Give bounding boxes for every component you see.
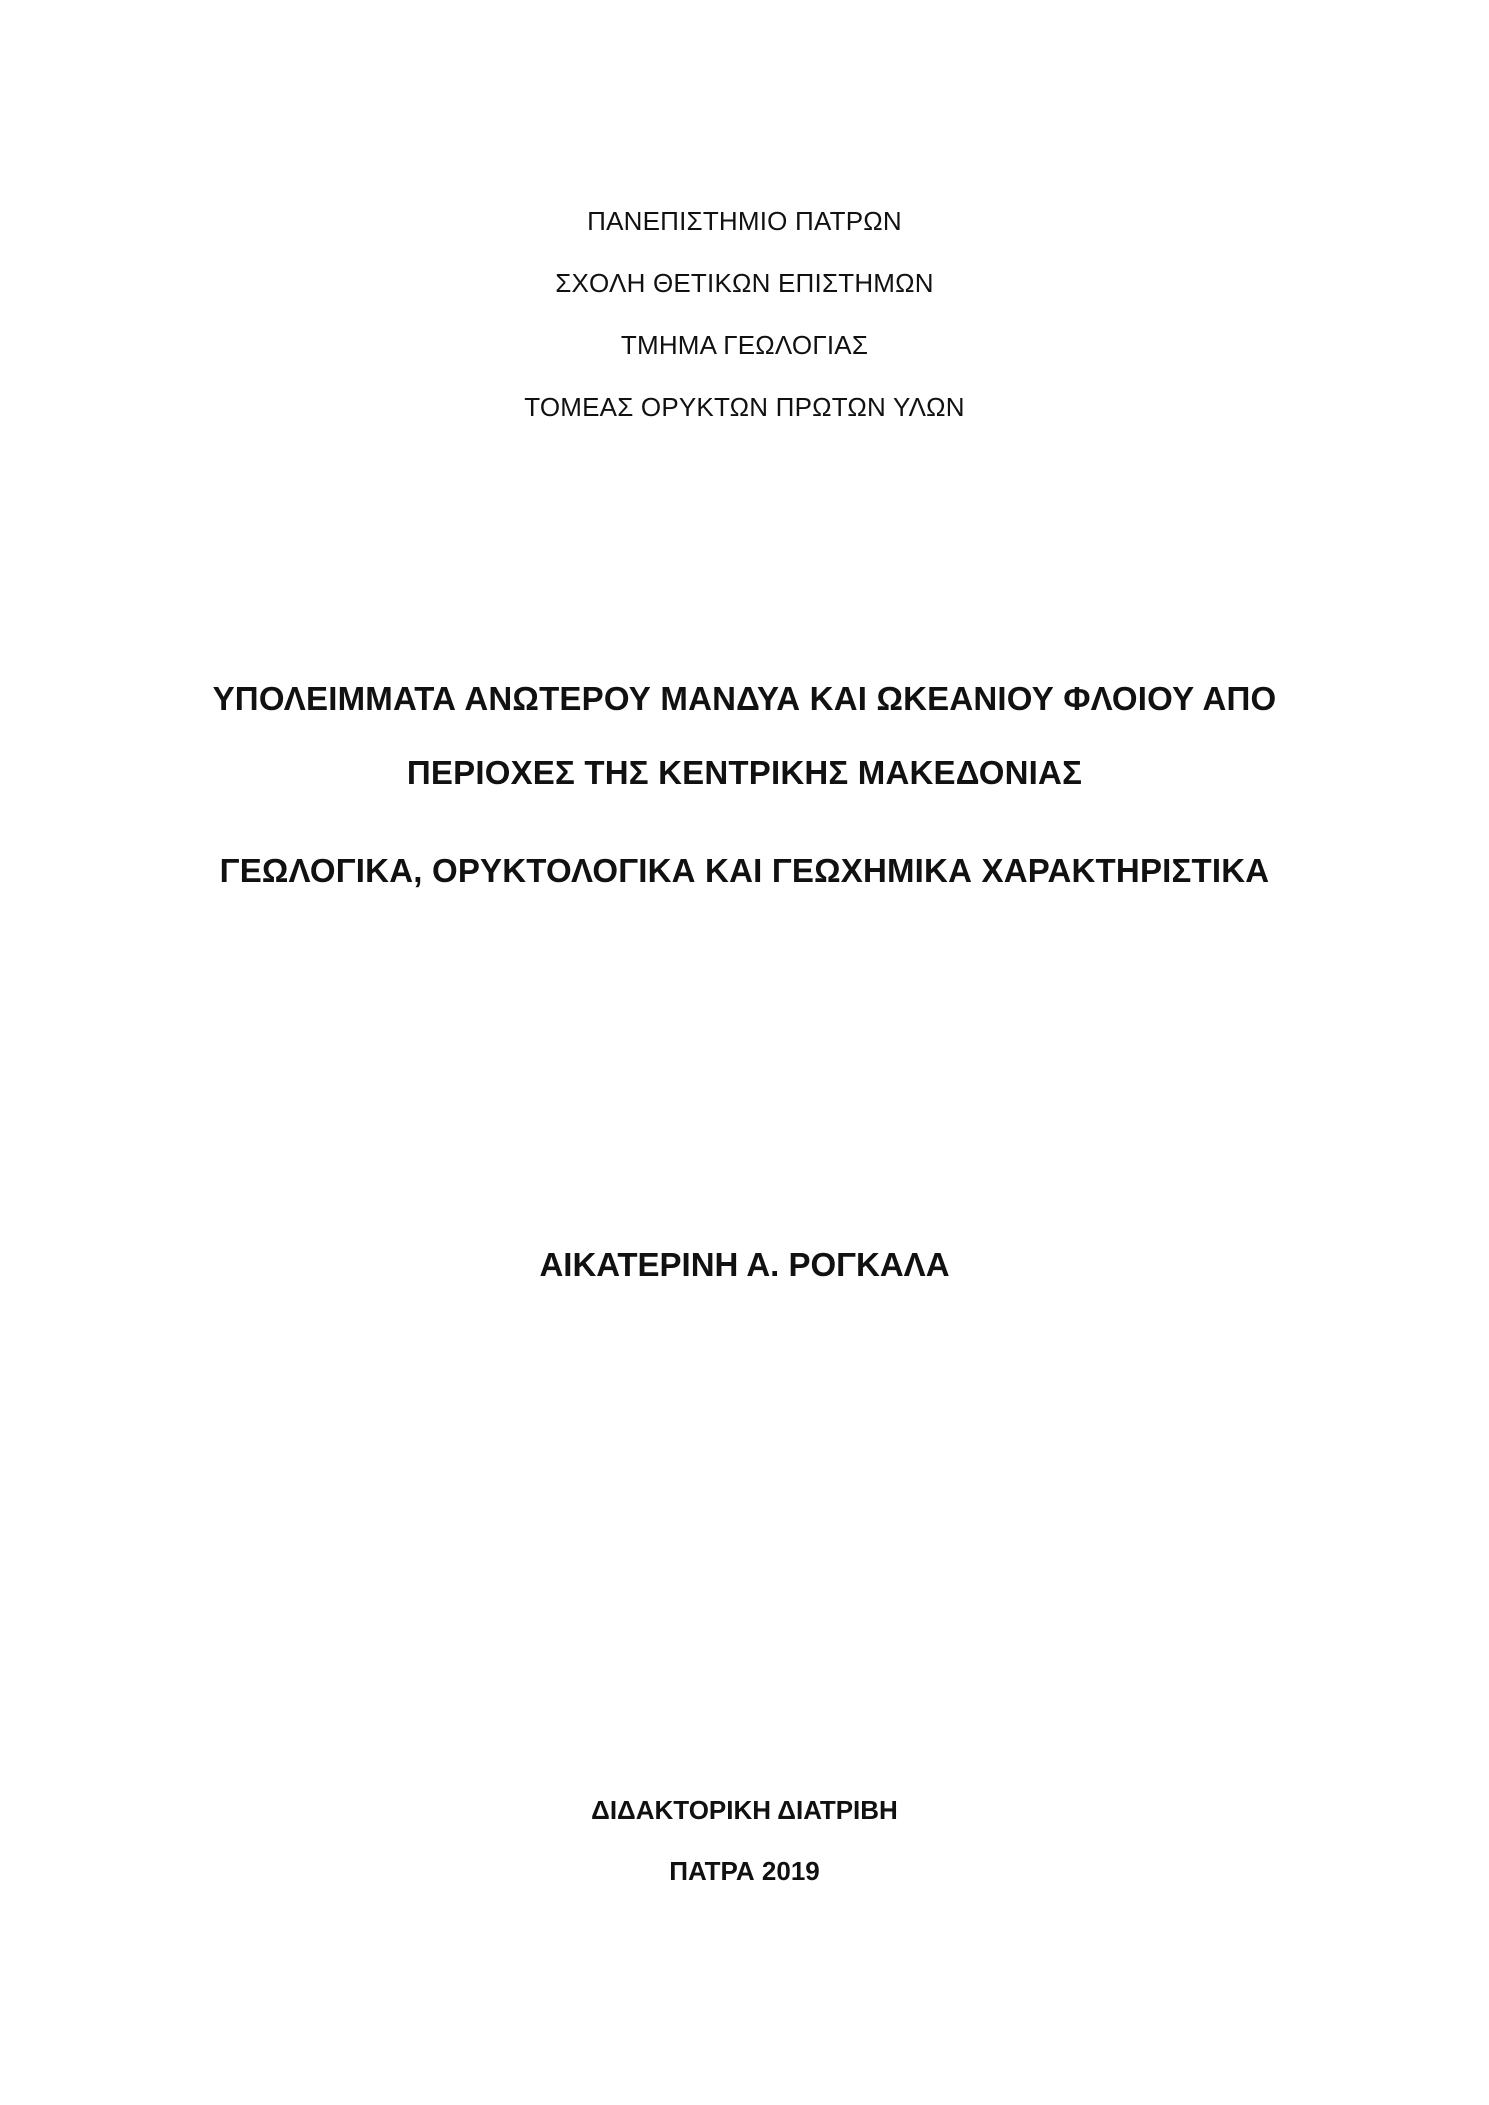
section-name: ΤΟΜΕΑΣ ΟΡΥΚΤΩΝ ΠΡΩΤΩΝ ΥΛΩΝ <box>524 392 965 422</box>
document-type: ΔΙΔΑΚΤΟΡΙΚΗ ΔΙΑΤΡΙΒΗ <box>591 1795 898 1825</box>
school-name: ΣΧΟΛΗ ΘΕΤΙΚΩΝ ΕΠΙΣΤΗΜΩΝ <box>555 268 934 298</box>
thesis-title-line-2: ΠΕΡΙΟΧΕΣ ΤΗΣ ΚΕΝΤΡΙΚΗΣ ΜΑΚΕΔΟΝΙΑΣ <box>406 754 1083 791</box>
thesis-title-line-1: ΥΠΟΛΕΙΜΜΑΤΑ ΑΝΩΤΕΡΟΥ ΜΑΝΔΥΑ ΚΑΙ ΩΚΕΑΝΙΟΥ ΦΛΟΙΟΥ ΑΠΟ <box>212 680 1277 717</box>
author-name: ΑΙΚΑΤΕΡΙΝΗ Α. ΡΟΓΚΑΛΑ <box>539 1246 950 1283</box>
thesis-subtitle: ΓΕΩΛΟΓΙΚΑ, ΟΡΥΚΤΟΛΟΓΙΚΑ ΚΑΙ ΓΕΩΧΗΜΙΚΑ ΧΑΡΑΚΤΗΡΙΣΤΙΚΑ <box>219 852 1270 889</box>
university-name: ΠΑΝΕΠΙΣΤΗΜΙΟ ΠΑΤΡΩΝ <box>587 206 902 236</box>
place-and-year: ΠΑΤΡΑ 2019 <box>669 1856 820 1886</box>
department-name: ΤΜΗΜΑ ΓΕΩΛΟΓΙΑΣ <box>620 330 869 360</box>
